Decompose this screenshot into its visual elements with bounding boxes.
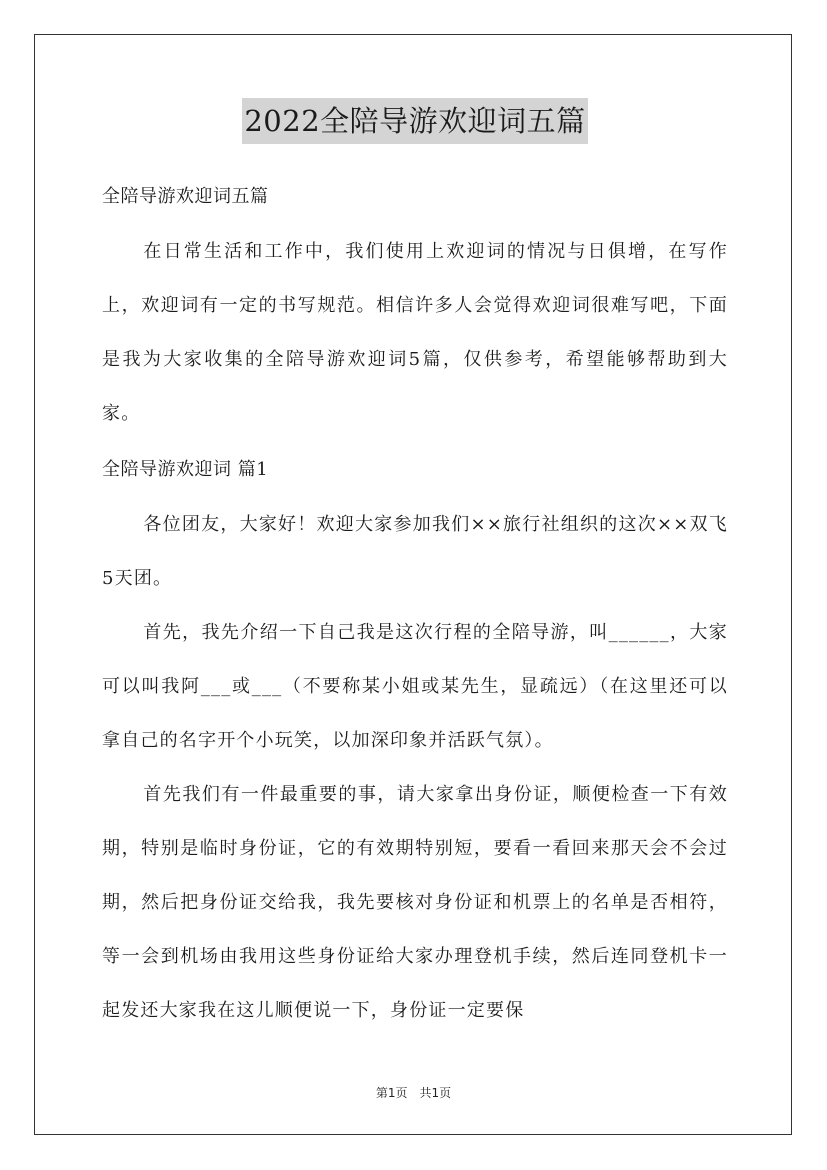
title-container — [102, 98, 728, 144]
document-title: 2022全陪导游欢迎词五篇 — [242, 98, 587, 144]
document-body — [102, 98, 728, 1038]
section-heading: 全陪导游欢迎词 篇1 — [102, 459, 269, 480]
section-paragraph-3: 首先我们有一件最重要的事，请大家拿出身份证，顺便检查一下有效期，特别是临时身份证，它的有效期特别短，要看一看回来那天会不会过期，然后把身份证交给我，我先要核对身份证和机票上的名单是否相符，等一会到机场由我用这些身份证给大家办理登机手续，然后连同登机卡一起发还大家我在这儿顺便说一下，身份证一定要保 — [102, 784, 728, 1021]
section-paragraph-2: 首先，我先介绍一下自己我是这次行程的全陪导游，叫______，大家可以叫我阿___或___（不要称某小姐或某先生，显疏远）（在这里还可以拿自己的名字开个小玩笑，以加深印象并活跃气氛）。 — [102, 622, 728, 751]
section-paragraph-1: 各位团友，大家好！欢迎大家参加我们××旅行社组织的这次××双飞5天团。 — [102, 514, 728, 589]
document-subtitle: 全陪导游欢迎词五篇 — [102, 186, 269, 207]
page-footer — [0, 1084, 827, 1101]
page-number-label: 第1页 共1页 — [375, 1086, 452, 1100]
intro-paragraph: 在日常生活和工作中，我们使用上欢迎词的情况与日俱增，在写作上，欢迎词有一定的书写规范。相信许多人会觉得欢迎词很难写吧，下面是我为大家收集的全陪导游欢迎词5篇，仅供参考，希望能够帮助到大家。 — [102, 241, 728, 424]
